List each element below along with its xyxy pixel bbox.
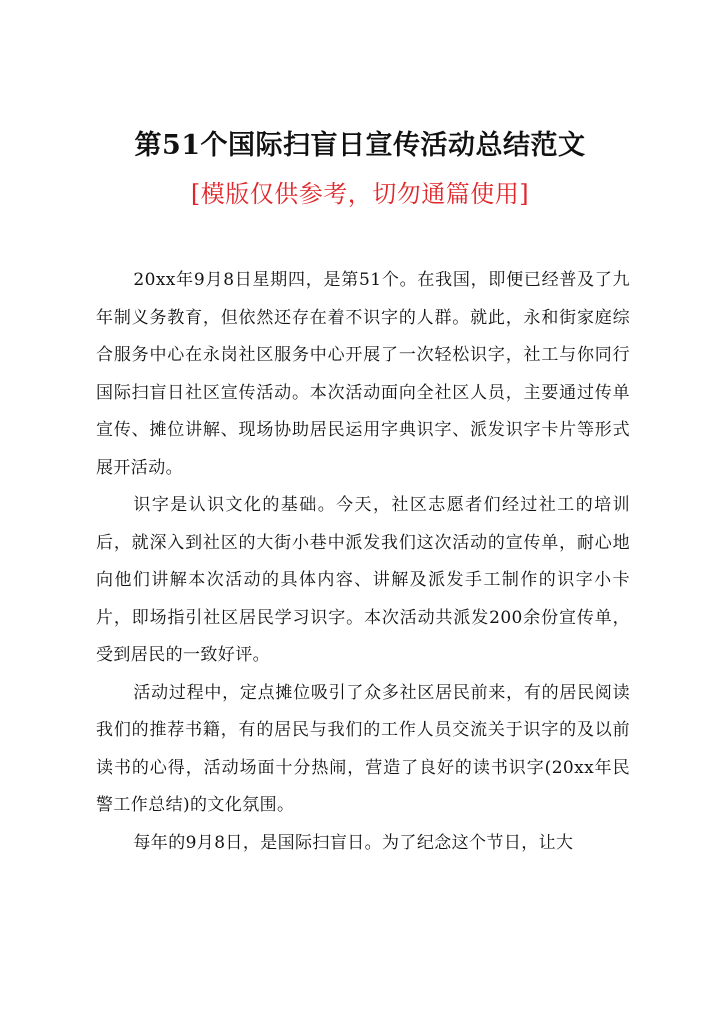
document-title: 第51个国际扫盲日宣传活动总结范文 (134, 130, 586, 161)
paragraph: 活动过程中，定点摊位吸引了众多社区居民前来，有的居民阅读我们的推荐书籍，有的居民与我们的工作人员交流关于识字的及以前读书的心得，活动场面十分热闹，营造了良好的读书识字(20xx年民警工作总结)的文化氛围。 (96, 682, 630, 815)
paragraph: 识字是认识文化的基础。今天，社区志愿者们经过社工的培训后，就深入到社区的大街小巷中派发我们这次活动的宣传单，耐心地向他们讲解本次活动的具体内容、讲解及派发手工制作的识字小卡片，即场指引社区居民学习识字。本次活动共派发200余份宣传单，受到居民的一致好评。 (96, 495, 630, 665)
paragraph: 每年的9月8日，是国际扫盲日。为了纪念这个节日，让大 (133, 832, 574, 853)
paragraph: 20xx年9月8日星期四，是第51个。在我国，即便已经普及了九年制义务教育，但依然还存在着不识字的人群。就此，永和街家庭综合服务中心在永岗社区服务中心开展了一次轻松识字，社工与你同行国际扫盲日社区宣传活动。本次活动面向全社区人员，主要通过传单宣传、摊位讲解、现场协助居民运用字典识字、派发识字卡片等形式展开活动。 (96, 270, 630, 478)
document-body (96, 262, 630, 862)
document-subtitle: [模版仅供参考，切勿通篇使用] (190, 180, 530, 208)
